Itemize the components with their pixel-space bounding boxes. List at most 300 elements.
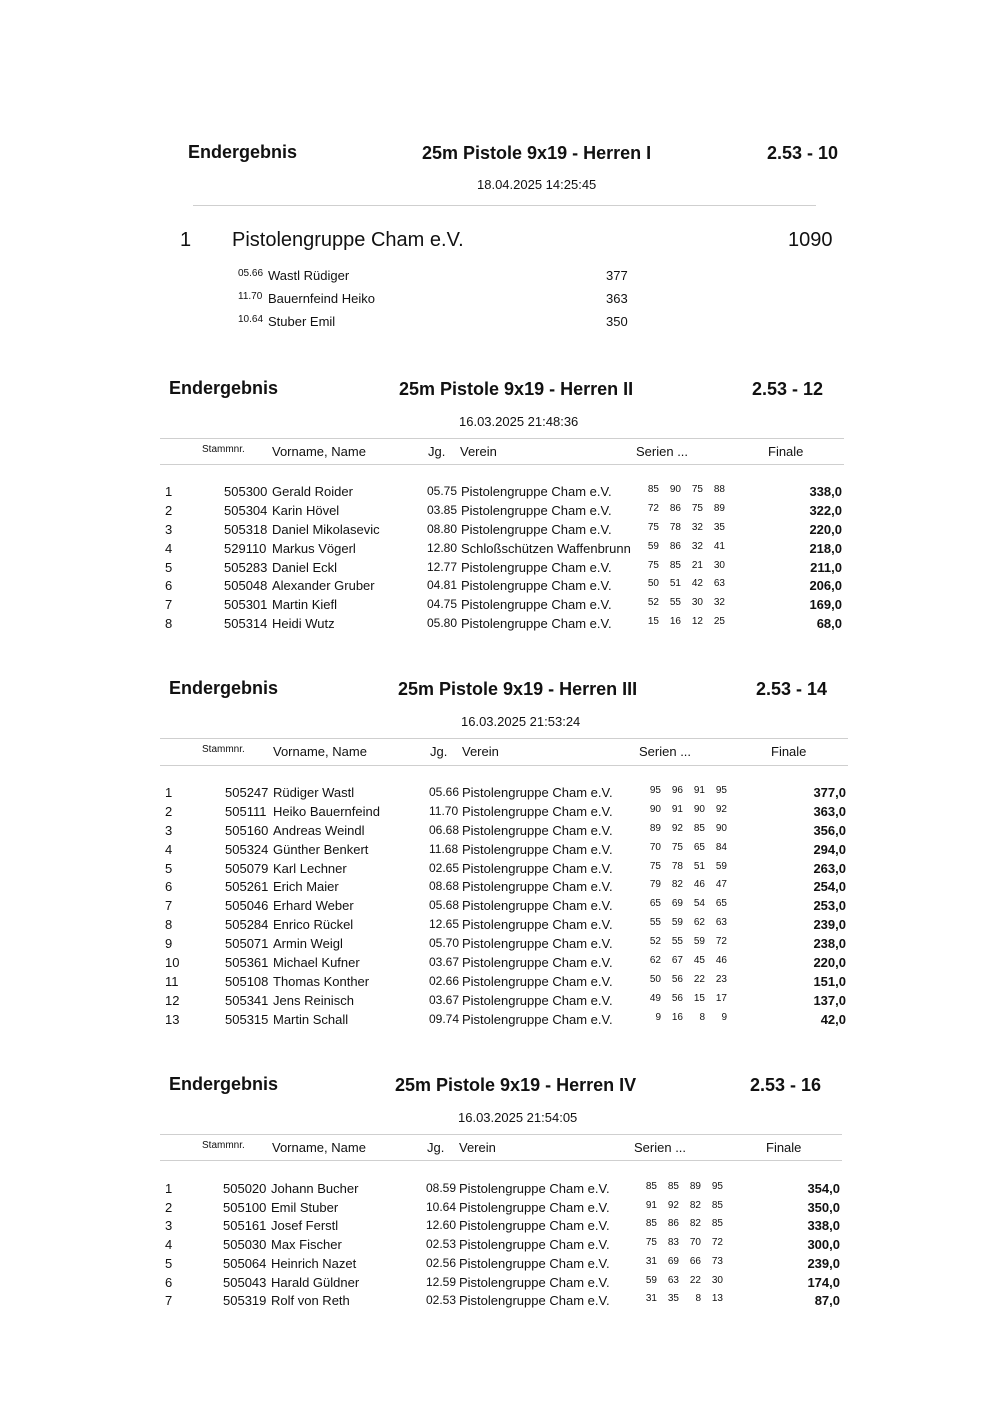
rank: 6: [165, 879, 173, 894]
athlete-name: Günther Benkert: [273, 842, 369, 857]
series-1: 59: [645, 1275, 657, 1286]
series-1: 62: [649, 955, 661, 966]
birth-month: 02.53: [426, 1293, 457, 1307]
final-score: 238,0: [813, 936, 846, 951]
col-finale: Finale: [766, 1140, 802, 1155]
series-2: 16: [669, 616, 681, 627]
birth-month: 08.80: [427, 522, 458, 536]
series-4: 85: [711, 1218, 723, 1229]
member-jg: 10.64: [238, 314, 264, 325]
stammnr: 505301: [224, 597, 268, 612]
rank: 2: [165, 503, 173, 518]
final-score: 218,0: [809, 541, 842, 556]
series-4: 88: [713, 484, 725, 495]
stammnr: 505318: [224, 522, 268, 537]
series-1: 75: [647, 522, 659, 533]
series-3: 22: [689, 1275, 701, 1286]
birth-month: 05.70: [429, 936, 460, 950]
series-2: 86: [669, 503, 681, 514]
birth-month: 03.85: [427, 503, 458, 517]
member-name: Wastl Rüdiger: [268, 268, 350, 283]
stammnr: 505247: [225, 785, 269, 800]
stammnr: 505283: [224, 560, 268, 575]
rank: 3: [165, 1218, 173, 1233]
series-2: 78: [671, 861, 683, 872]
series-3: 89: [689, 1181, 701, 1192]
rank: 5: [165, 560, 173, 575]
final-score: 211,0: [810, 560, 842, 575]
stammnr: 505314: [224, 616, 268, 631]
club: Pistolengruppe Cham e.V.: [461, 560, 612, 575]
final-score: 174,0: [807, 1275, 840, 1290]
col-name: Vorname, Name: [272, 1140, 366, 1155]
series-3: 30: [691, 597, 703, 608]
birth-month: 03.67: [429, 993, 460, 1007]
stammnr: 505261: [225, 879, 269, 894]
birth-month: 08.68: [429, 879, 460, 893]
rank: 10: [165, 955, 180, 970]
table-row: [0, 1200, 1000, 1219]
table-row: [0, 936, 1000, 955]
section-label: Endergebnis: [188, 142, 298, 162]
series-3: 54: [693, 898, 705, 909]
table-row: [0, 1275, 1000, 1294]
series-3: 15: [693, 993, 705, 1004]
series-4: 32: [713, 597, 725, 608]
athlete-name: Karin Hövel: [272, 503, 340, 518]
final-score: 363,0: [813, 804, 846, 819]
col-stammnr: Stammnr.: [202, 1140, 245, 1151]
series-3: 75: [691, 484, 703, 495]
series-2: 69: [667, 1256, 679, 1267]
birth-month: 12.77: [427, 560, 458, 574]
series-1: 75: [645, 1237, 657, 1248]
final-score: 350,0: [807, 1200, 840, 1215]
col-jg: Jg.: [430, 744, 448, 759]
section-label: Endergebnis: [169, 678, 279, 698]
series-1: 90: [649, 804, 661, 815]
athlete-name: Karl Lechner: [273, 861, 347, 876]
final-score: 169,0: [809, 597, 842, 612]
athlete-name: Markus Vögerl: [272, 541, 356, 556]
stammnr: 505071: [225, 936, 269, 951]
series-1: 70: [649, 842, 661, 853]
club: Pistolengruppe Cham e.V.: [461, 578, 612, 593]
final-score: 322,0: [809, 503, 842, 518]
series-3: 46: [693, 879, 705, 890]
col-stammnr: Stammnr.: [202, 744, 245, 755]
series-2: 56: [671, 993, 683, 1004]
series-4: 30: [713, 560, 725, 571]
series-3: 32: [691, 522, 703, 533]
series-2: 67: [671, 955, 683, 966]
series-4: 46: [715, 955, 727, 966]
club: Pistolengruppe Cham e.V.: [461, 597, 612, 612]
birth-month: 04.75: [427, 597, 458, 611]
series-2: 78: [669, 522, 681, 533]
rank: 7: [165, 898, 173, 913]
final-score: 220,0: [809, 522, 842, 537]
section-code: 2.53 - 10: [767, 143, 839, 163]
series-4: 89: [713, 503, 725, 514]
final-score: 68,0: [816, 616, 842, 631]
birth-month: 12.65: [429, 917, 460, 931]
athlete-name: Heidi Wutz: [272, 616, 335, 631]
stammnr: 505108: [225, 974, 269, 989]
birth-month: 12.60: [426, 1218, 457, 1232]
series-2: 55: [671, 936, 683, 947]
series-2: 69: [671, 898, 683, 909]
series-4: 9: [721, 1012, 727, 1023]
rank: 8: [165, 917, 173, 932]
series-1: 52: [647, 597, 659, 608]
series-3: 8: [699, 1012, 705, 1023]
series-1: 91: [645, 1200, 657, 1211]
table-row: [0, 503, 1000, 522]
member-score: 350: [606, 314, 628, 329]
series-3: 59: [693, 936, 705, 947]
birth-month: 12.59: [426, 1275, 457, 1289]
series-1: 79: [649, 879, 661, 890]
stammnr: 505079: [225, 861, 269, 876]
table-row: [0, 879, 1000, 898]
club: Pistolengruppe Cham e.V.: [462, 842, 613, 857]
series-3: 75: [691, 503, 703, 514]
final-score: 87,0: [814, 1293, 840, 1308]
team-total: 1090: [788, 229, 833, 251]
series-2: 82: [671, 879, 683, 890]
series-3: 21: [691, 560, 703, 571]
birth-month: 11.68: [429, 842, 459, 856]
rank: 12: [165, 993, 180, 1008]
table-row: [0, 597, 1000, 616]
final-score: 338,0: [809, 484, 842, 499]
birth-month: 02.53: [426, 1237, 457, 1251]
series-3: 45: [693, 955, 705, 966]
series-1: 59: [647, 541, 659, 552]
divider: [160, 1134, 842, 1135]
table-row: [0, 560, 1000, 579]
athlete-name: Martin Schall: [273, 1012, 349, 1027]
rank: 3: [165, 522, 173, 537]
series-4: 59: [715, 861, 727, 872]
birth-month: 06.68: [429, 823, 460, 837]
birth-month: 09.74: [429, 1012, 460, 1026]
series-4: 13: [711, 1293, 723, 1304]
series-2: 56: [671, 974, 683, 985]
series-1: 31: [645, 1293, 657, 1304]
birth-month: 02.66: [429, 974, 460, 988]
series-1: 52: [649, 936, 661, 947]
series-1: 85: [645, 1218, 657, 1229]
col-serien: Serien ...: [634, 1140, 687, 1155]
rank: 2: [165, 1200, 173, 1215]
table-row: [0, 1012, 1000, 1031]
stammnr: 505341: [225, 993, 269, 1008]
stammnr: 505161: [223, 1218, 267, 1233]
athlete-name: Alexander Gruber: [272, 578, 375, 593]
rank: 4: [165, 1237, 173, 1252]
final-score: 137,0: [813, 993, 846, 1008]
club: Pistolengruppe Cham e.V.: [461, 503, 612, 518]
table-row: [0, 1218, 1000, 1237]
club: Pistolengruppe Cham e.V.: [462, 898, 613, 913]
series-4: 35: [713, 522, 725, 533]
athlete-name: Rüdiger Wastl: [273, 785, 355, 800]
stammnr: 505111: [225, 804, 267, 819]
athlete-name: Gerald Roider: [272, 484, 353, 499]
athlete-name: Johann Bucher: [271, 1181, 359, 1196]
stammnr: 505020: [223, 1181, 267, 1196]
final-score: 206,0: [809, 578, 842, 593]
series-4: 17: [715, 993, 727, 1004]
series-1: 85: [647, 484, 659, 495]
athlete-name: Enrico Rückel: [273, 917, 354, 932]
stammnr: 529110: [224, 541, 267, 556]
birth-month: 02.56: [426, 1256, 457, 1270]
club: Pistolengruppe Cham e.V.: [459, 1218, 610, 1233]
series-1: 75: [649, 861, 661, 872]
series-1: 49: [649, 993, 661, 1004]
final-score: 356,0: [813, 823, 846, 838]
series-4: 95: [711, 1181, 723, 1192]
series-2: 83: [667, 1237, 679, 1248]
athlete-name: Michael Kufner: [273, 955, 360, 970]
stammnr: 505043: [223, 1275, 267, 1290]
col-verein: Verein: [460, 444, 497, 459]
athlete-name: Armin Weigl: [273, 936, 343, 951]
member-name: Stuber Emil: [268, 314, 336, 329]
series-1: 72: [647, 503, 659, 514]
section-datetime: 16.03.2025 21:54:05: [458, 1110, 578, 1125]
athlete-name: Heinrich Nazet: [271, 1256, 357, 1271]
col-name: Vorname, Name: [273, 744, 367, 759]
table-row: [0, 522, 1000, 541]
stammnr: 505100: [223, 1200, 267, 1215]
club: Schloßschützen Waffenbrunn: [461, 541, 631, 556]
col-name: Vorname, Name: [272, 444, 366, 459]
series-1: 55: [649, 917, 661, 928]
stammnr: 505319: [223, 1293, 267, 1308]
member-jg: 05.66: [238, 268, 264, 279]
rank: 13: [165, 1012, 180, 1027]
series-2: 86: [667, 1218, 679, 1229]
table-row: [0, 823, 1000, 842]
athlete-name: Erhard Weber: [273, 898, 354, 913]
series-4: 84: [715, 842, 727, 853]
stammnr: 505284: [225, 917, 269, 932]
series-4: 30: [711, 1275, 723, 1286]
rank: 9: [165, 936, 173, 951]
section-label: Endergebnis: [169, 378, 279, 398]
birth-month: 08.59: [426, 1181, 457, 1195]
table-row: [0, 993, 1000, 1012]
final-score: 354,0: [807, 1181, 840, 1196]
club: Pistolengruppe Cham e.V.: [461, 616, 612, 631]
club: Pistolengruppe Cham e.V.: [462, 785, 613, 800]
athlete-name: Heiko Bauernfeind: [273, 804, 380, 819]
team-rank: 1: [180, 229, 192, 251]
athlete-name: Emil Stuber: [271, 1200, 339, 1215]
col-finale: Finale: [768, 444, 804, 459]
stammnr: 505361: [225, 955, 269, 970]
series-4: 63: [713, 578, 725, 589]
divider: [160, 1160, 842, 1161]
stammnr: 505046: [225, 898, 269, 913]
final-score: 42,0: [820, 1012, 846, 1027]
table-row: [0, 541, 1000, 560]
series-2: 92: [667, 1200, 679, 1211]
series-4: 63: [715, 917, 727, 928]
series-3: 82: [689, 1218, 701, 1229]
athlete-name: Martin Kiefl: [272, 597, 338, 612]
section-datetime: 16.03.2025 21:53:24: [461, 714, 581, 729]
divider: [160, 765, 848, 766]
rank: 3: [165, 823, 173, 838]
club: Pistolengruppe Cham e.V.: [461, 522, 612, 537]
series-2: 75: [671, 842, 683, 853]
rank: 1: [165, 785, 173, 800]
section-title: 25m Pistole 9x19 - Herren I: [422, 143, 652, 163]
athlete-name: Daniel Eckl: [272, 560, 338, 575]
athlete-name: Thomas Konther: [273, 974, 370, 989]
col-jg: Jg.: [428, 444, 446, 459]
club: Pistolengruppe Cham e.V.: [459, 1275, 610, 1290]
stammnr: 505160: [225, 823, 269, 838]
series-2: 90: [669, 484, 681, 495]
series-2: 16: [671, 1012, 683, 1023]
table-row: [0, 842, 1000, 861]
club: Pistolengruppe Cham e.V.: [462, 936, 613, 951]
club: Pistolengruppe Cham e.V.: [462, 917, 613, 932]
series-3: 42: [691, 578, 703, 589]
club: Pistolengruppe Cham e.V.: [462, 804, 613, 819]
divider: [160, 464, 844, 465]
stammnr: 505064: [223, 1256, 267, 1271]
birth-month: 02.65: [429, 861, 460, 875]
series-3: 8: [695, 1293, 701, 1304]
table-row: [0, 785, 1000, 804]
section-title: 25m Pistole 9x19 - Herren IV: [395, 1075, 637, 1095]
series-4: 41: [713, 541, 725, 552]
rank: 4: [165, 541, 173, 556]
club: Pistolengruppe Cham e.V.: [462, 955, 613, 970]
table-row: [0, 898, 1000, 917]
series-4: 73: [711, 1256, 723, 1267]
birth-month: 11.70: [429, 804, 459, 818]
table-row: [0, 955, 1000, 974]
series-2: 96: [671, 785, 683, 796]
athlete-name: Jens Reinisch: [273, 993, 354, 1008]
athlete-name: Josef Ferstl: [271, 1218, 339, 1233]
stammnr: 505304: [224, 503, 268, 518]
series-2: 59: [671, 917, 683, 928]
section-datetime: 16.03.2025 21:48:36: [459, 414, 579, 429]
series-2: 91: [671, 804, 683, 815]
final-score: 151,0: [813, 974, 846, 989]
member-name: Bauernfeind Heiko: [268, 291, 375, 306]
col-verein: Verein: [462, 744, 499, 759]
final-score: 294,0: [813, 842, 846, 857]
birth-month: 05.68: [429, 898, 460, 912]
section-title: 25m Pistole 9x19 - Herren III: [398, 679, 638, 699]
stammnr: 505048: [224, 578, 268, 593]
stammnr: 505300: [224, 484, 268, 499]
table-row: [0, 616, 1000, 635]
series-3: 66: [689, 1256, 701, 1267]
series-4: 72: [711, 1237, 723, 1248]
rank: 7: [165, 597, 173, 612]
rank: 2: [165, 804, 173, 819]
rank: 8: [165, 616, 173, 631]
rank: 5: [165, 861, 173, 876]
table-row: [0, 974, 1000, 993]
divider: [160, 738, 848, 739]
member-score: 363: [606, 291, 628, 306]
rank: 6: [165, 1275, 173, 1290]
club: Pistolengruppe Cham e.V.: [462, 993, 613, 1008]
series-3: 51: [693, 861, 705, 872]
athlete-name: Daniel Mikolasevic: [272, 522, 380, 537]
series-1: 75: [647, 560, 659, 571]
col-jg: Jg.: [427, 1140, 445, 1155]
series-4: 25: [713, 616, 725, 627]
final-score: 220,0: [813, 955, 846, 970]
section-label: Endergebnis: [169, 1074, 279, 1094]
section-code: 2.53 - 14: [756, 679, 828, 699]
club: Pistolengruppe Cham e.V.: [459, 1200, 610, 1215]
series-3: 91: [693, 785, 705, 796]
member-score: 377: [606, 268, 628, 283]
series-1: 85: [645, 1181, 657, 1192]
table-row: [0, 917, 1000, 936]
final-score: 300,0: [807, 1237, 840, 1252]
stammnr: 505030: [223, 1237, 267, 1252]
club: Pistolengruppe Cham e.V.: [459, 1293, 610, 1308]
series-4: 85: [711, 1200, 723, 1211]
birth-month: 03.67: [429, 955, 460, 969]
series-4: 23: [715, 974, 727, 985]
series-3: 90: [693, 804, 705, 815]
series-3: 70: [689, 1237, 701, 1248]
series-3: 85: [693, 823, 705, 834]
series-2: 86: [669, 541, 681, 552]
final-score: 239,0: [807, 1256, 840, 1271]
section-code: 2.53 - 16: [750, 1075, 822, 1095]
stammnr: 505315: [225, 1012, 269, 1027]
series-2: 92: [671, 823, 683, 834]
table-row: [0, 861, 1000, 880]
series-3: 82: [689, 1200, 701, 1211]
rank: 1: [165, 484, 173, 499]
athlete-name: Andreas Weindl: [273, 823, 365, 838]
table-row: [0, 804, 1000, 823]
table-row: [0, 1181, 1000, 1200]
series-1: 65: [649, 898, 661, 909]
series-2: 55: [669, 597, 681, 608]
series-3: 32: [691, 541, 703, 552]
series-4: 90: [715, 823, 727, 834]
stammnr: 505324: [225, 842, 269, 857]
series-3: 22: [693, 974, 705, 985]
series-2: 35: [667, 1293, 679, 1304]
club: Pistolengruppe Cham e.V.: [459, 1181, 610, 1196]
series-4: 72: [715, 936, 727, 947]
athlete-name: Erich Maier: [273, 879, 339, 894]
section-code: 2.53 - 12: [752, 379, 824, 399]
col-finale: Finale: [771, 744, 807, 759]
section-datetime: 18.04.2025 14:25:45: [477, 177, 597, 192]
